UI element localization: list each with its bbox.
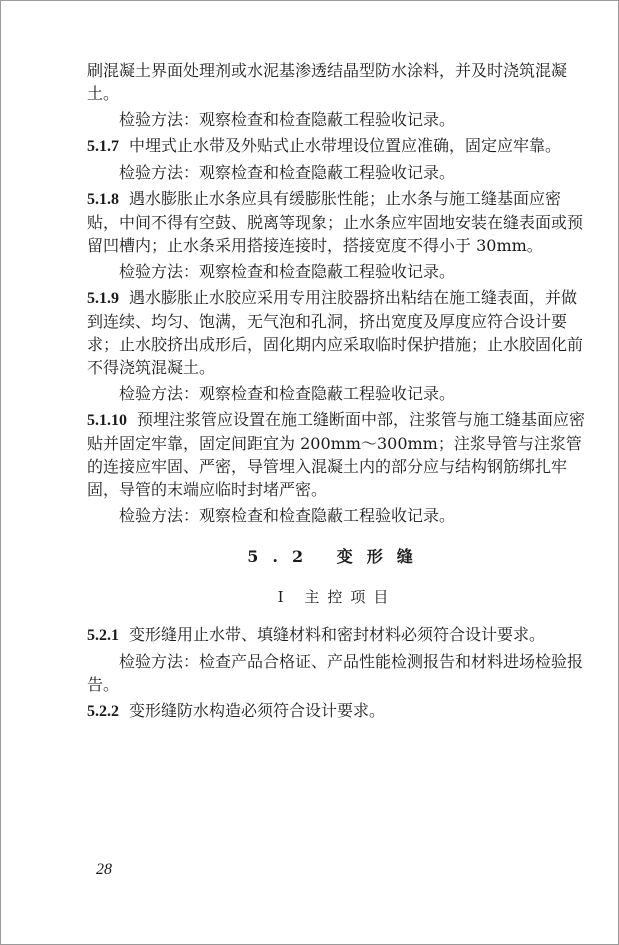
clause-text: 遇水膨胀止水胶应采用专用注胶器挤出粘结在施工缝表面，并做到连续、均匀、饱满，无气泡和孔洞，挤出宽度及厚度应符合设计要求；止水胶挤出成形后，固化期内应采取临时保护措施；止水胶固化前不得浇筑混凝土。 [87, 288, 584, 377]
clause-number: 5.2.1 [87, 627, 119, 644]
clause-number: 5.1.8 [87, 191, 119, 208]
clause-5-2-1 [87, 623, 587, 647]
clause-text: 变形缝用止水带、填缝材料和密封材料必须符合设计要求。 [129, 625, 546, 644]
section-heading [87, 545, 587, 569]
clause-text: 变形缝防水构造必须符合设计要求。 [129, 701, 386, 720]
section-title: 变形缝 [336, 547, 427, 566]
paragraph-continuation: 刷混凝土界面处理剂或水泥基渗透结晶型防水涂料，并及时浇筑混凝土。 [87, 61, 568, 103]
inspection-method: 检验方法：观察检查和检查隐蔽工程验收记录。 [119, 163, 456, 182]
clause-number: 5.1.9 [87, 290, 119, 307]
clause-number: 5.1.7 [87, 138, 119, 155]
clause-5-1-10 [87, 408, 587, 501]
inspection-method: 检验方法：观察检查和检查隐蔽工程验收记录。 [119, 506, 456, 525]
clause-5-2-2 [87, 699, 587, 723]
inspection-method: 检验方法：观察检查和检查隐蔽工程验收记录。 [119, 262, 456, 281]
clause-5-1-9 [87, 286, 587, 379]
page-body [87, 59, 587, 723]
clause-text: 预埋注浆管应设置在施工缝断面中部，注浆管与施工缝基面应密贴并固定牢靠，固定间距宜为 200mm～300mm；注浆导管与注浆管的连接应牢固、严密，导管埋入混凝土内的部分应与结构钢筋绑扎牢固，导管的末端应临时封堵严密。 [87, 410, 586, 499]
subsection-title: 主控项目 [304, 588, 397, 606]
page-number: 28 [96, 861, 112, 878]
subsection-numeral: Ⅰ [277, 588, 292, 606]
subsection-heading [87, 585, 587, 609]
clause-text: 遇水膨胀止水条应具有缓膨胀性能；止水条与施工缝基面应密贴，中间不得有空鼓、脱离等现象；止水条应牢固地安装在缝表面或预留凹槽内；止水条采用搭接连接时，搭接宽度不得小于 30mm。 [87, 189, 584, 255]
inspection-method: 检验方法：检查产品合格证、产品性能检测报告和材料进场检验报告。 [87, 652, 584, 694]
clause-text: 中埋式止水带及外贴式止水带埋设位置应准确，固定应牢靠。 [129, 136, 562, 155]
inspection-method: 检验方法：观察检查和检查隐蔽工程验收记录。 [119, 110, 456, 129]
inspection-method: 检验方法：观察检查和检查隐蔽工程验收记录。 [119, 384, 456, 403]
clause-number: 5.2.2 [87, 703, 119, 720]
clause-5-1-8 [87, 187, 587, 257]
clause-5-1-7 [87, 134, 587, 158]
section-number: 5.2 [247, 547, 318, 566]
clause-number: 5.1.10 [87, 412, 127, 429]
